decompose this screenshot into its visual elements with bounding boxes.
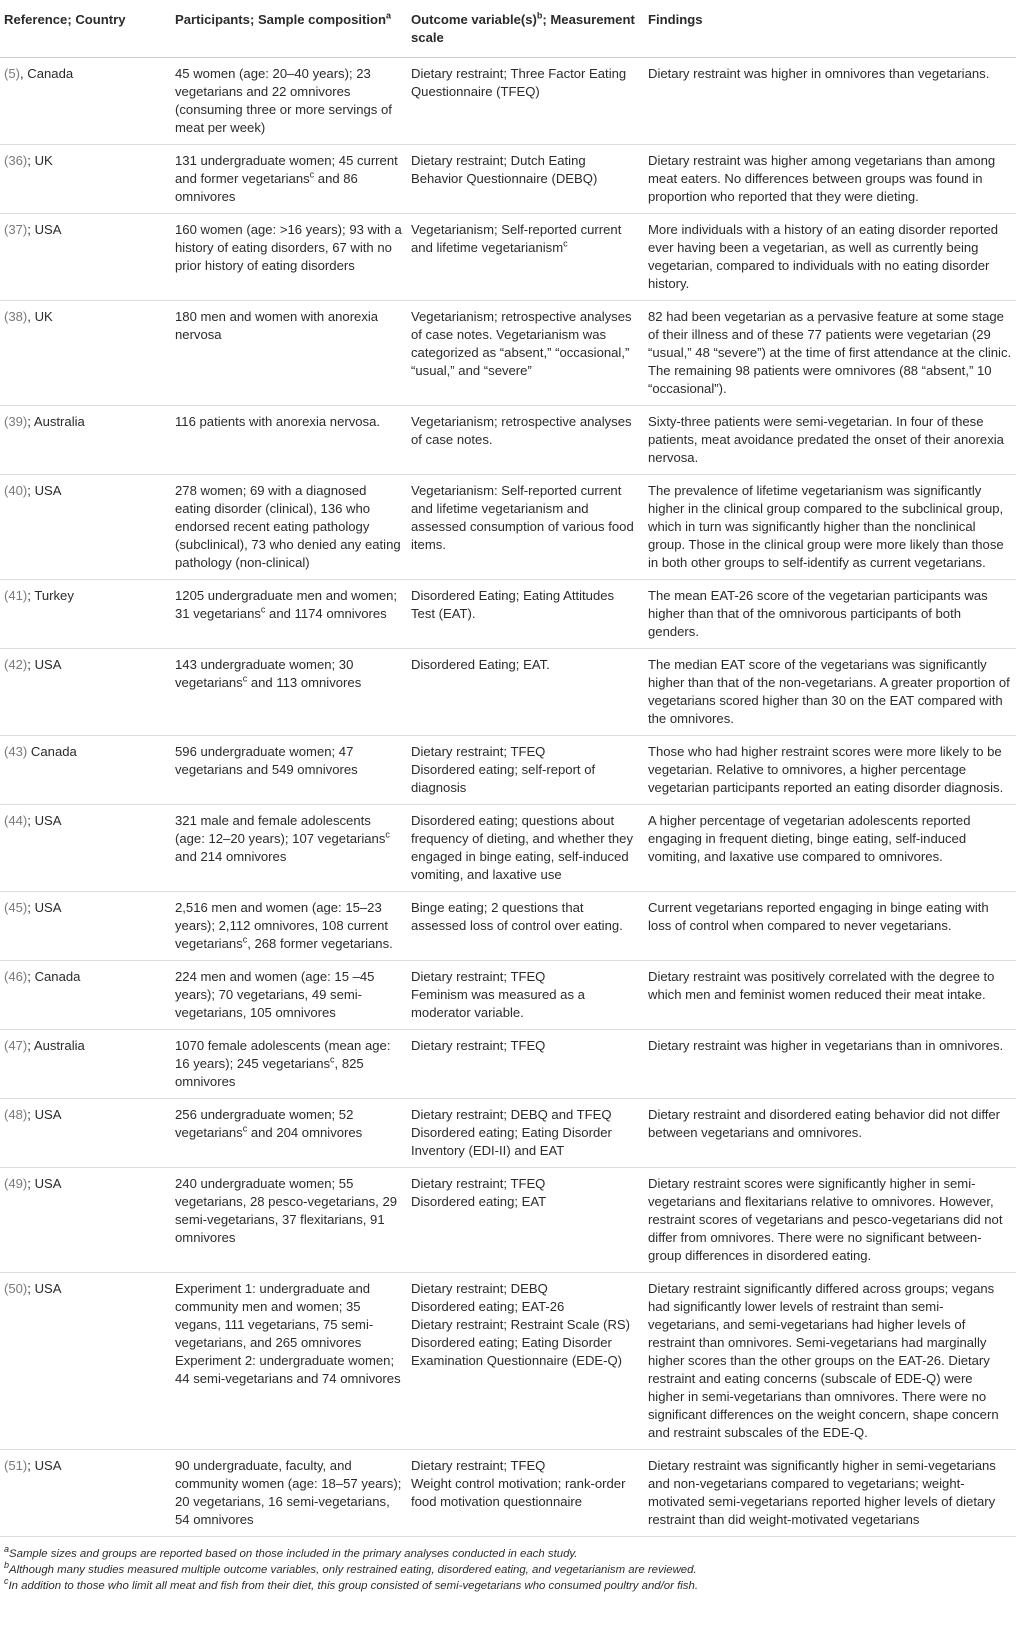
cell-reference: [0, 1168, 171, 1273]
outcome-line: [411, 308, 640, 380]
cell-outcome: [407, 1273, 644, 1450]
cell-findings: [644, 475, 1016, 580]
table-row: [0, 580, 1016, 649]
findings-text: Dietary restraint was higher among vegetarians than among meat eaters. No differences between groups was found in proportion who reported that they were dieting.: [648, 153, 996, 204]
outcome-text: Dietary restraint; Three Factor Eating Questionnaire (TFEQ): [411, 66, 627, 99]
outcome-line: [411, 1334, 640, 1370]
cell-findings: [644, 1168, 1016, 1273]
cell-reference: [0, 475, 171, 580]
table-footnotes: [0, 1546, 1016, 1594]
participants-segment: 2,516 men and women (age: 15–23 years); 2,112 omnivores, 108 current vegetarians: [175, 900, 388, 951]
reference-number: (42): [4, 657, 28, 672]
cell-outcome: [407, 145, 644, 214]
table-row: [0, 736, 1016, 805]
cell-findings: [644, 736, 1016, 805]
country: ; Canada: [27, 969, 81, 984]
country: ; Turkey: [27, 588, 74, 603]
cell-outcome: [407, 406, 644, 475]
outcome-text: Dietary restraint; Dutch Eating Behavior Questionnaire (DEBQ): [411, 153, 598, 186]
cell-findings: [644, 1273, 1016, 1450]
findings-text: Dietary restraint was positively correlated with the degree to which men and feminist women reduced their meat intake.: [648, 969, 995, 1002]
cell-findings: [644, 961, 1016, 1030]
outcome-line: [411, 221, 640, 257]
footnote-mark: c: [563, 238, 568, 249]
outcome-line: [411, 743, 640, 761]
participants-text: [175, 1352, 403, 1388]
table-row: [0, 1450, 1016, 1537]
reference-number: (39): [4, 414, 28, 429]
table-row: [0, 1273, 1016, 1450]
participants-segment: 180 men and women with anorexia nervosa: [175, 309, 379, 342]
reference-number: (48): [4, 1107, 28, 1122]
outcome-text: Vegetarianism; Self-reported current and lifetime vegetarianism: [411, 222, 622, 255]
country: ; USA: [27, 1281, 62, 1296]
cell-outcome: [407, 214, 644, 301]
cell-outcome: [407, 1168, 644, 1273]
outcome-text: Dietary restraint; TFEQ: [411, 969, 546, 984]
cell-participants: [171, 892, 407, 961]
reference-number: (44): [4, 813, 28, 828]
participants-segment: 1070 female adolescents (mean age: 16 years); 245 vegetarians: [175, 1038, 391, 1071]
outcome-text: Dietary restraint; DEBQ and TFEQ: [411, 1107, 612, 1122]
outcome-text: Disordered eating; Eating Disorder Inventory (EDI-II) and EAT: [411, 1125, 612, 1158]
footnote-mark: c: [4, 1576, 9, 1587]
cell-reference: [0, 892, 171, 961]
cell-reference: [0, 1450, 171, 1537]
participants-text: [175, 743, 403, 779]
participants-segment: 278 women; 69 with a diagnosed eating disorder (clinical), 136 who endorsed recent eating pathology (subclinical), 73 who denied any eating pathology (non-clinical): [175, 483, 401, 570]
outcome-line: [411, 65, 640, 101]
footnote-mark: c: [385, 829, 390, 840]
participants-text: [175, 1106, 403, 1142]
cell-findings: [644, 58, 1016, 145]
cell-participants: [171, 805, 407, 892]
outcome-line: [411, 413, 640, 449]
table-row: [0, 961, 1016, 1030]
participants-text: [175, 221, 403, 275]
country: ; Australia: [27, 414, 85, 429]
cell-participants: [171, 580, 407, 649]
country: ; USA: [27, 1176, 62, 1191]
findings-text: The median EAT score of the vegetarians was significantly higher than that of the non-vegetarians. A greater proportion of vegetarians scored higher than 30 on the EAT compared with the omnivores.: [648, 657, 1010, 726]
cell-findings: [644, 1030, 1016, 1099]
reference-number: (51): [4, 1458, 28, 1473]
participants-segment: 45 women (age: 20–40 years); 23 vegetarians and 22 omnivores (consuming three or more servings of meat per week): [175, 66, 392, 135]
table-row: [0, 1168, 1016, 1273]
outcome-text: Disordered eating; self-report of diagnosis: [411, 762, 596, 795]
reference-number: (37): [4, 222, 28, 237]
reference-number: (46): [4, 969, 28, 984]
footnote-text: Sample sizes and groups are reported based on those included in the primary analyses conducted in each study.: [9, 1548, 578, 1560]
table-row: [0, 1099, 1016, 1168]
cell-outcome: [407, 961, 644, 1030]
participants-segment: 160 women (age: >16 years); 93 with a history of eating disorders, 67 with no prior history of eating disorders: [175, 222, 402, 273]
cell-participants: [171, 214, 407, 301]
findings-text: 82 had been vegetarian as a pervasive feature at some stage of their illness and of these 77 patients were vegetarian (29 “usual,” 48 “severe”) at the time of first attendance at the clinic. The remaining 98 patients were omnivores (88 “absent,” 10 “occasional”).: [648, 309, 1012, 396]
outcome-line: [411, 812, 640, 884]
outcome-text: Disordered eating; EAT: [411, 1194, 547, 1209]
country: ; USA: [27, 483, 62, 498]
footnote: [4, 1562, 1016, 1578]
cell-findings: [644, 580, 1016, 649]
cell-findings: [644, 301, 1016, 406]
cell-participants: [171, 475, 407, 580]
footnote-mark: a: [4, 1544, 10, 1555]
table-row: [0, 892, 1016, 961]
cell-findings: [644, 406, 1016, 475]
participants-segment: , 825 omnivores: [175, 1056, 364, 1089]
findings-text: Sixty-three patients were semi-vegetarian. In four of these patients, meat avoidance predated the onset of their anorexia nervosa.: [648, 414, 1004, 465]
outcome-line: [411, 968, 640, 986]
header-outcome: Outcome $variable(s)^b$; Measurement scale: [407, 0, 644, 58]
country: ; USA: [27, 1458, 62, 1473]
reference-number: (43): [4, 744, 28, 759]
cell-outcome: [407, 301, 644, 406]
participants-segment: and 204 omnivores: [247, 1125, 363, 1140]
findings-text: Dietary restraint and disordered eating behavior did not differ between vegetarians and omnivores.: [648, 1107, 1001, 1140]
findings-text: More individuals with a history of an eating disorder reported ever having been a vegetarian, as well as currently being vegetarian, compared to individuals with no eating disorder history.: [648, 222, 999, 291]
footnote-mark: c: [242, 673, 248, 684]
country: , Canada: [20, 66, 74, 81]
findings-text: Dietary restraint scores were significantly higher in semi-vegetarians and flexitarians relative to omnivores. However, restraint scores of vegetarians and pesco-vegetarians did not differ from omnivores. There were no significant between-group differences in disordered eating.: [648, 1176, 1003, 1263]
participants-segment: 90 undergraduate, faculty, and community women (age: 18–57 years); 20 vegetarians, 16 semi-vegetarians, 54 omnivores: [175, 1458, 402, 1527]
participants-text: [175, 1280, 403, 1352]
cell-findings: [644, 1450, 1016, 1537]
findings-text: Dietary restraint was higher in omnivores than vegetarians.: [648, 66, 990, 81]
participants-text: [175, 899, 403, 953]
footnote: [4, 1546, 1016, 1562]
reference-number: (45): [4, 900, 28, 915]
cell-reference: [0, 145, 171, 214]
outcome-text: Vegetarianism: Self-reported current and lifetime vegetarianism and assessed consumption of various food items.: [411, 483, 634, 552]
outcome-line: [411, 1316, 640, 1334]
outcome-line: [411, 482, 640, 554]
reference-number: (41): [4, 588, 28, 603]
findings-text: A higher percentage of vegetarian adolescents reported engaging in frequent dieting, binge eating, self-induced vomiting, and laxative use compared to omnivores.: [648, 813, 971, 864]
cell-participants: [171, 1450, 407, 1537]
cell-participants: [171, 406, 407, 475]
participants-text: [175, 152, 403, 206]
cell-outcome: [407, 649, 644, 736]
cell-participants: [171, 1099, 407, 1168]
country: ; UK: [27, 153, 53, 168]
participants-segment: 256 undergraduate women; 52 vegetarians: [175, 1107, 354, 1140]
outcome-line: [411, 1457, 640, 1475]
findings-text: Dietary restraint was higher in vegetarians than in omnivores.: [648, 1038, 1004, 1053]
table-row: [0, 214, 1016, 301]
cell-findings: [644, 649, 1016, 736]
cell-outcome: [407, 1099, 644, 1168]
participants-text: [175, 1037, 403, 1091]
cell-outcome: [407, 580, 644, 649]
footnote-mark: c: [260, 604, 266, 615]
outcome-line: [411, 1193, 640, 1211]
cell-participants: [171, 301, 407, 406]
table-body: [0, 58, 1016, 1537]
cell-findings: [644, 145, 1016, 214]
cell-reference: [0, 649, 171, 736]
country: ; USA: [27, 1107, 62, 1122]
participants-text: [175, 1457, 403, 1529]
participants-segment: , 268 former vegetarians.: [247, 936, 393, 951]
participants-segment: 131 undergraduate women; 45 current and former vegetarians: [175, 153, 398, 186]
cell-reference: [0, 1099, 171, 1168]
outcome-text: Dietary restraint; TFEQ: [411, 1458, 546, 1473]
cell-reference: [0, 1273, 171, 1450]
participants-text: [175, 968, 403, 1022]
outcome-text: Disordered eating; questions about frequency of dieting, and whether they engaged in binge eating, self-induced vomiting, and laxative use: [411, 813, 634, 882]
findings-text: The prevalence of lifetime vegetarianism was significantly higher in the clinical group compared to the subclinical group, which in turn was significantly higher than the nonclinical group. Those in the clinical group were more likely than those in both other groups to self-identify as current vegetarians.: [648, 483, 1004, 570]
cell-reference: [0, 736, 171, 805]
participants-text: [175, 1175, 403, 1247]
cell-outcome: [407, 1450, 644, 1537]
cell-reference: [0, 301, 171, 406]
outcome-line: [411, 1475, 640, 1511]
reference-number: (49): [4, 1176, 28, 1191]
table-header-row: [0, 0, 1016, 58]
table-row: [0, 1030, 1016, 1099]
header-reference: Reference; Country: [0, 0, 171, 58]
participants-segment: Experiment 2: undergraduate women; 44 semi-vegetarians and 74 omnivores: [175, 1353, 401, 1386]
cell-participants: [171, 649, 407, 736]
outcome-text: Disordered Eating; Eating Attitudes Test (EAT).: [411, 588, 615, 621]
findings-text: Those who had higher restraint scores were more likely to be vegetarian. Relative to omnivores, a higher percentage vegetarian participants reported an eating disorder diagnosis.: [648, 744, 1004, 795]
cell-participants: [171, 58, 407, 145]
cell-reference: [0, 580, 171, 649]
cell-findings: [644, 1099, 1016, 1168]
participants-text: [175, 308, 403, 344]
participants-text: [175, 413, 403, 431]
outcome-line: [411, 1298, 640, 1316]
participants-segment: 240 undergraduate women; 55 vegetarians, 28 pesco-vegetarians, 29 semi-vegetarians, 37 flexitarians, 91 omnivores: [175, 1176, 398, 1245]
findings-text: Dietary restraint was significantly higher in semi-vegetarians and non-vegetarians compared to vegetarians; weight-motivated semi-vegetarians reported higher levels of dietary restraint than did weight-motivated vegetarians: [648, 1458, 996, 1527]
outcome-line: [411, 986, 640, 1022]
reference-number: (36): [4, 153, 28, 168]
cell-findings: [644, 805, 1016, 892]
cell-outcome: [407, 58, 644, 145]
outcome-line: [411, 899, 640, 935]
country: ; USA: [27, 657, 62, 672]
cell-outcome: [407, 805, 644, 892]
participants-segment: 143 undergraduate women; 30 vegetarians: [175, 657, 354, 690]
footnote-mark: c: [242, 1123, 248, 1134]
outcome-line: [411, 761, 640, 797]
cell-participants: [171, 961, 407, 1030]
outcome-line: [411, 656, 640, 674]
outcome-text: Dietary restraint; Restraint Scale (RS): [411, 1317, 631, 1332]
table-row: [0, 406, 1016, 475]
participants-segment: 596 undergraduate women; 47 vegetarians and 549 omnivores: [175, 744, 358, 777]
outcome-line: [411, 1106, 640, 1124]
outcome-text: Vegetarianism; retrospective analyses of case notes. Vegetarianism was categorized as “absent,” “occasional,” “usual,” and “severe”: [411, 309, 632, 378]
cell-outcome: [407, 892, 644, 961]
findings-text: The mean EAT-26 score of the vegetarian participants was higher than that of the omnivorous participants of both genders.: [648, 588, 988, 639]
participants-segment: 224 men and women (age: 15 –45 years); 70 vegetarians, 49 semi-vegetarians, 105 omnivores: [175, 969, 375, 1020]
header-participants: Participants; Sample composition$^a$: [171, 0, 407, 58]
outcome-line: [411, 152, 640, 188]
cell-participants: [171, 145, 407, 214]
cell-reference: [0, 961, 171, 1030]
participants-segment: and 1174 omnivores: [265, 606, 387, 621]
reference-number: (38): [4, 309, 28, 324]
outcome-line: [411, 1124, 640, 1160]
table-row: [0, 805, 1016, 892]
cell-findings: [644, 214, 1016, 301]
participants-segment: 321 male and female adolescents (age: 12–20 years); 107 vegetarians: [175, 813, 386, 846]
participants-text: [175, 656, 403, 692]
reference-number: (50): [4, 1281, 28, 1296]
table-row: [0, 145, 1016, 214]
country: ; USA: [27, 222, 62, 237]
footnote-text: In addition to those who limit all meat and fish from their diet, this group consisted of semi-vegetarians who consumed poultry and/or fish.: [8, 1580, 698, 1592]
footnote-mark: c: [330, 1054, 335, 1065]
outcome-line: [411, 587, 640, 623]
findings-text: Current vegetarians reported engaging in binge eating with loss of control when compared to never vegetarians.: [648, 900, 989, 933]
cell-outcome: [407, 475, 644, 580]
cell-reference: [0, 1030, 171, 1099]
country: ; USA: [27, 900, 62, 915]
cell-reference: [0, 406, 171, 475]
cell-outcome: [407, 736, 644, 805]
outcome-text: Binge eating; 2 questions that assessed loss of control over eating.: [411, 900, 623, 933]
participants-text: [175, 812, 403, 866]
cell-reference: [0, 805, 171, 892]
findings-text: Dietary restraint significantly differed across groups; vegans had significantly lower levels of restraint than semi-vegetarians, and semi-vegetarians had higher levels of restraint than omnivores. Semi-vegetarians had marginally higher scores than the other groups on the EAT-26. Dietary restraint and eating concerns (subscale of EDE-Q) were higher in semi-vegetarians than omnivores. There were no significant differences on the weight concern, shape concern and restraint subscales of the EDE-Q.: [648, 1281, 999, 1440]
footnote: [4, 1578, 1016, 1594]
footnote-mark: c: [309, 169, 315, 180]
footnote-mark: b: [4, 1560, 10, 1571]
participants-text: [175, 65, 403, 137]
outcome-line: [411, 1175, 640, 1193]
table-row: [0, 649, 1016, 736]
outcome-text: Dietary restraint; TFEQ: [411, 744, 546, 759]
participants-segment: Experiment 1: undergraduate and community men and women; 35 vegans, 111 vegetarians, 75 semi-vegetarians, and 265 omnivores: [175, 1281, 374, 1350]
outcome-text: Disordered Eating; EAT.: [411, 657, 550, 672]
reference-number: (5): [4, 66, 21, 81]
reference-number: (47): [4, 1038, 28, 1053]
cell-findings: [644, 892, 1016, 961]
country: ; USA: [27, 813, 62, 828]
cell-participants: [171, 736, 407, 805]
participants-segment: 116 patients with anorexia nervosa.: [175, 414, 381, 429]
participants-segment: and 86 omnivores: [175, 171, 358, 204]
participants-segment: and 113 omnivores: [247, 675, 362, 690]
header-findings: Findings: [644, 0, 1016, 58]
cell-reference: [0, 58, 171, 145]
participants-segment: 1205 undergraduate men and women; 31 vegetarians: [175, 588, 398, 621]
table-row: [0, 58, 1016, 145]
outcome-text: Vegetarianism; retrospective analyses of case notes.: [411, 414, 632, 447]
outcome-text: Dietary restraint; TFEQ: [411, 1176, 546, 1191]
reference-number: (40): [4, 483, 28, 498]
table-row: [0, 475, 1016, 580]
outcome-text: Feminism was measured as a moderator variable.: [411, 987, 585, 1020]
outcome-text: Weight control motivation; rank-order food motivation questionnaire: [411, 1476, 626, 1509]
cell-participants: [171, 1168, 407, 1273]
country: , UK: [27, 309, 53, 324]
outcome-text: Disordered eating; EAT-26: [411, 1299, 565, 1314]
cell-participants: [171, 1273, 407, 1450]
outcome-text: Dietary restraint; DEBQ: [411, 1281, 548, 1296]
cell-reference: [0, 214, 171, 301]
outcome-text: Dietary restraint; TFEQ: [411, 1038, 546, 1053]
table-row: [0, 301, 1016, 406]
outcome-line: [411, 1037, 640, 1055]
country: ; Australia: [27, 1038, 85, 1053]
cell-outcome: [407, 1030, 644, 1099]
participants-segment: and 214 omnivores: [175, 849, 287, 864]
participants-text: [175, 482, 403, 572]
outcome-line: [411, 1280, 640, 1298]
footnote-text: Although many studies measured multiple outcome variables, only restrained eating, disordered eating, and vegetarianism are reviewed.: [9, 1564, 697, 1576]
participants-text: [175, 587, 403, 623]
country: Canada: [27, 744, 77, 759]
outcome-text: Disordered eating; Eating Disorder Examination Questionnaire (EDE-Q): [411, 1335, 623, 1368]
cell-participants: [171, 1030, 407, 1099]
footnote-mark: c: [242, 934, 248, 945]
